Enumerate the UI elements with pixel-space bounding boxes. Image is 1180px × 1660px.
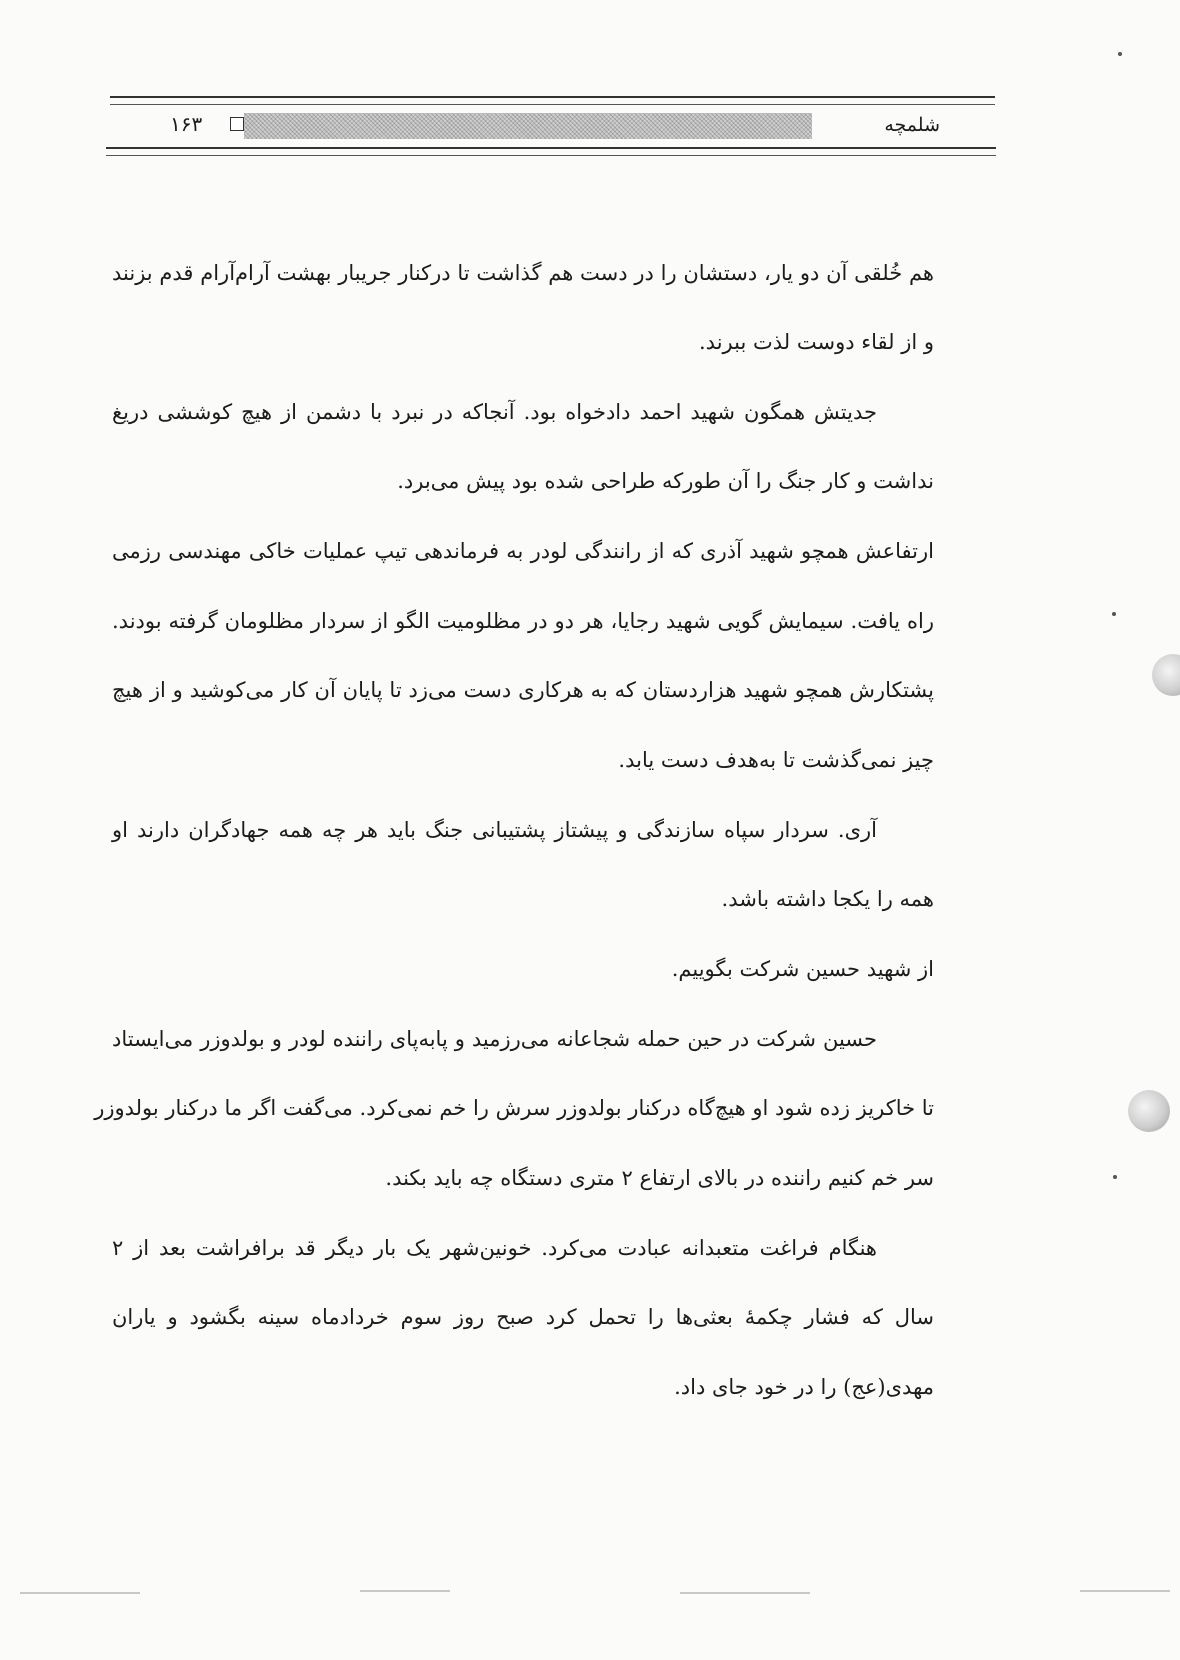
paragraph-line: حسین شرکت در حین حمله شجاعانه می‌رزمید و پابه‌پای راننده لودر و بولدوزر می‌ایستاد: [112, 1027, 877, 1051]
paragraph-line: آری. سردار سپاه سازندگی و پیشتاز پشتیبانی جنگ باید هر چه همه جهادگران دارند او: [112, 818, 877, 842]
scan-speck: [1113, 1175, 1117, 1179]
header-top-rule: [110, 96, 995, 98]
header-bottom-rule: [106, 147, 996, 149]
scan-speck: [1118, 52, 1122, 56]
scan-smudge: [1080, 1590, 1170, 1592]
header-ornament-square: [230, 117, 244, 131]
paragraph-line: نداشت و کار جنگ را آن طورکه طراحی شده بود پیش می‌برد.: [397, 469, 934, 493]
paragraph-line: ارتفاعش همچو شهید آذری که از رانندگی لودر به فرماندهی تیپ عملیات خاکی مهندسی رزمی: [112, 539, 934, 563]
paragraph-line: هم خُلقی آن دو یار، دستشان را در دست هم گذاشت تا درکنار جریبار بهشت آرام‌آرام قدم بزنند: [112, 261, 934, 285]
paragraph-line: جدیتش همگون شهید احمد دادخواه بود. آنجاکه در نبرد با دشمن از هیچ کوششی دریغ: [112, 400, 877, 424]
paragraph-line: تا خاکریز زده شود او هیچ‌گاه درکنار بولدوزر سرش را خم نمی‌کرد. می‌گفت اگر ما درکنار بولدوزر: [94, 1096, 934, 1120]
paragraph-line: پشتکارش همچو شهید هزاردستان که به هرکاری دست می‌زد تا پایان آن کار می‌کوشید و از هیچ: [112, 678, 934, 702]
paragraph-line: همه را یکجا داشته باشد.: [721, 887, 934, 911]
scan-smudge: [20, 1592, 140, 1594]
paragraph-line: از شهید حسین شرکت بگوییم.: [671, 957, 934, 981]
scan-smudge: [360, 1590, 450, 1592]
header-bottom-rule-thin: [106, 155, 996, 156]
scan-speck: [1112, 612, 1116, 616]
paragraph-line: راه یافت. سیمایش گویی شهید رجایا، هر دو در مظلومیت الگو از سردار مظلومان گرفته بودند.: [112, 609, 934, 633]
paragraph-line: سال که فشار چکمهٔ بعثی‌ها را تحمل کرد صبح روز سوم خردادماه سینه بگشود و یاران: [112, 1305, 934, 1329]
header-top-rule-thin: [110, 104, 995, 105]
scan-smudge: [680, 1592, 810, 1594]
paragraph-line: مهدی(عج) را در خود جای داد.: [674, 1375, 934, 1399]
paragraph-line: چیز نمی‌گذشت تا به‌هدف دست یابد.: [618, 748, 934, 772]
running-title: شلمچه: [884, 114, 940, 136]
paragraph-line: هنگام فراغت متعبدانه عبادت می‌کرد. خونین‌شهر یک بار دیگر قد برافراشت بعد از ۲: [112, 1236, 877, 1260]
punch-hole: [1152, 654, 1180, 696]
page-number: ۱۶۳: [170, 112, 203, 136]
paragraph-line: سر خم کنیم راننده در بالای ارتفاع ۲ متری دستگاه چه باید بکند.: [385, 1166, 934, 1190]
punch-hole: [1128, 1090, 1170, 1132]
paragraph-line: و از لقاء دوست لذت ببرند.: [699, 330, 934, 354]
header-ornament-band: [244, 113, 812, 139]
